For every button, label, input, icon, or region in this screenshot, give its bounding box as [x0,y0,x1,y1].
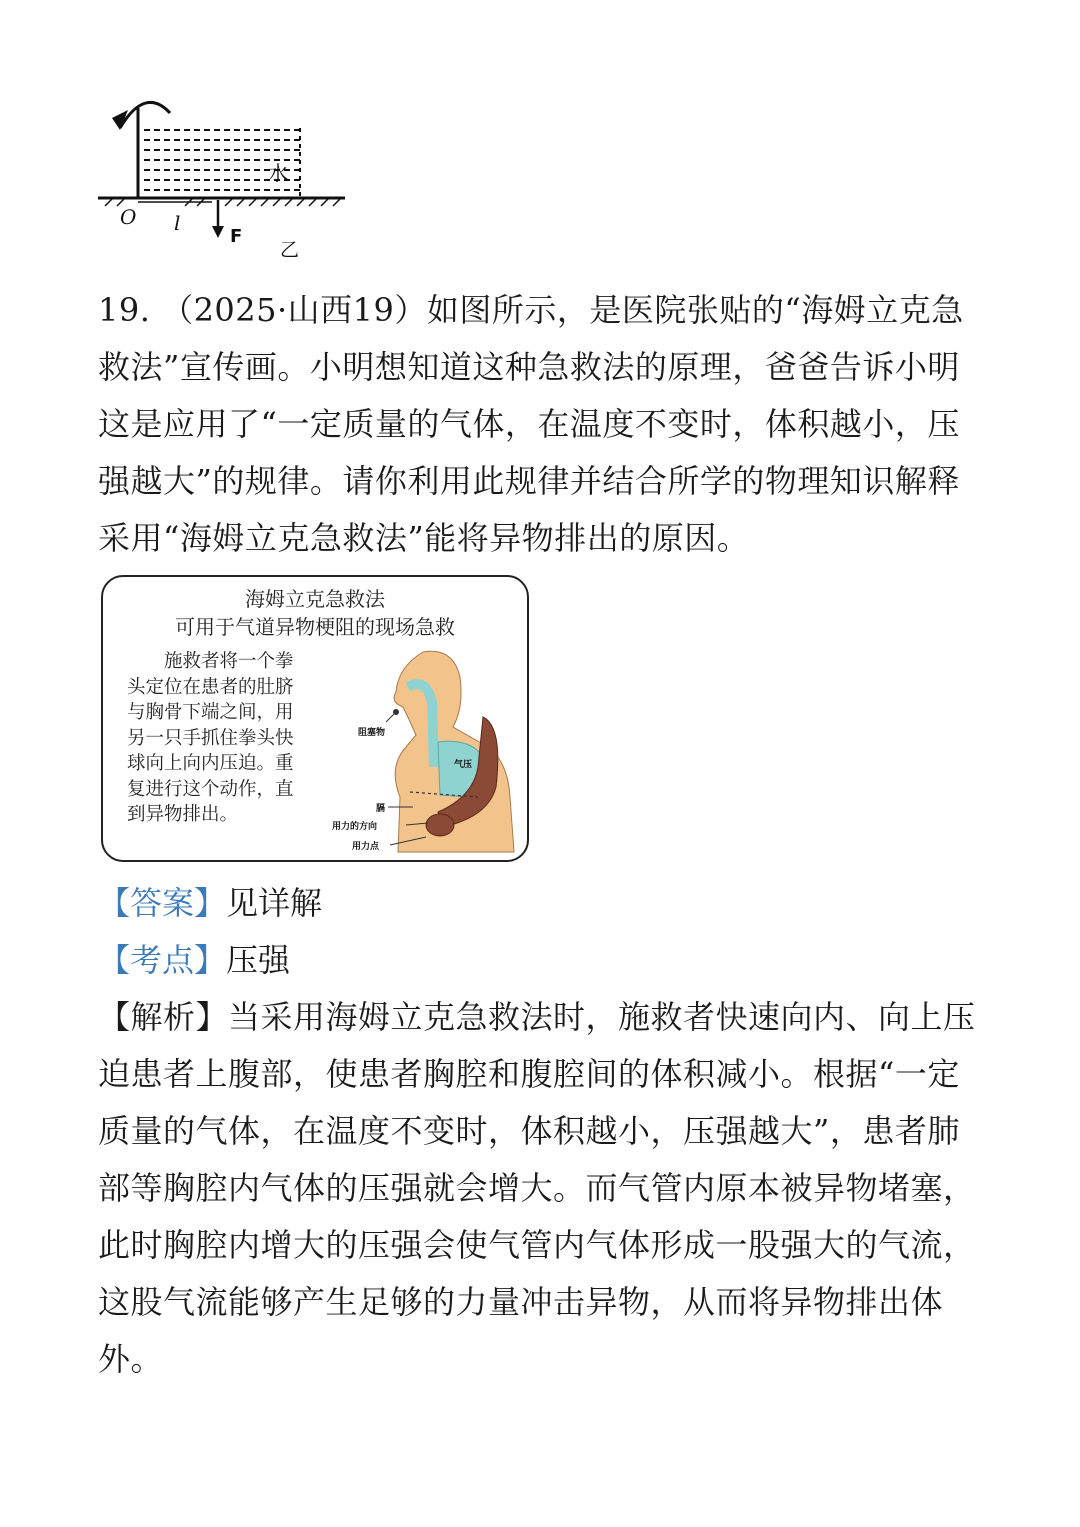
pivot-label: O [120,205,137,229]
diaphragm-label: 膈 [376,804,386,814]
obstruction-label: 阻塞物 [358,728,386,738]
question-text: 19. （2025·山西19）如图所示，是医院张贴的“海姆立克急救法”宣传画。小明想知道这种急救法的原理，爸爸告诉小明这是应用了“一定质量的气体，在温度不变时，体积越小，压强越大”的规律。请你利用此规律并结合所学的物理知识解释采用“海姆立克急救法”能将异物排出的原因。 [98,291,964,557]
heimlich-illustration [328,647,523,857]
poster-subtitle: 可用于气道异物梗阻的现场急救 [175,615,455,639]
poster-body: 施救者将一个拳头定位在患者的肚脐与胸骨下端之间，用另一只手抓住拳头快球向上向内压迫。重复进行这个动作，直到异物排出。 [127,651,294,825]
air-pressure-label: 气压 [454,760,473,770]
force-direction-label: 用力的方向 [332,822,378,832]
answer-row [98,875,988,932]
analysis-tag: 【解析】 [98,998,229,1036]
water-label: 水 [268,161,288,185]
point-text: 压强 [226,941,291,979]
point-row [98,932,988,989]
answer-text: 见详解 [226,884,323,922]
force-label: F [230,226,243,247]
poster-title: 海姆立克急救法 [245,587,385,611]
analysis-paragraph [98,989,988,1388]
point-tag: 【考点】 [98,941,227,979]
analysis-text: 当采用海姆立克急救法时，施救者快速向内、向上压迫患者上腹部，使患者胸腔和腹腔间的体积减小。根据“一定质量的气体，在温度不变时，体积越小，压强越大”，患者肺部等胸腔内气体的压强就会增大。而气管内原本被异物堵塞，此时胸腔内增大的压强会使气管内气体形成一股强大的气流，这股气流能够产生足够的力量冲击异物，从而将异物排出体外。 [98,998,976,1378]
length-label: l [174,211,181,235]
heimlich-poster [101,575,529,862]
lever-water-figure [90,88,360,263]
force-point-label: 用力点 [352,842,380,852]
figure-label: 乙 [280,239,300,261]
answer-tag: 【答案】 [98,884,227,922]
